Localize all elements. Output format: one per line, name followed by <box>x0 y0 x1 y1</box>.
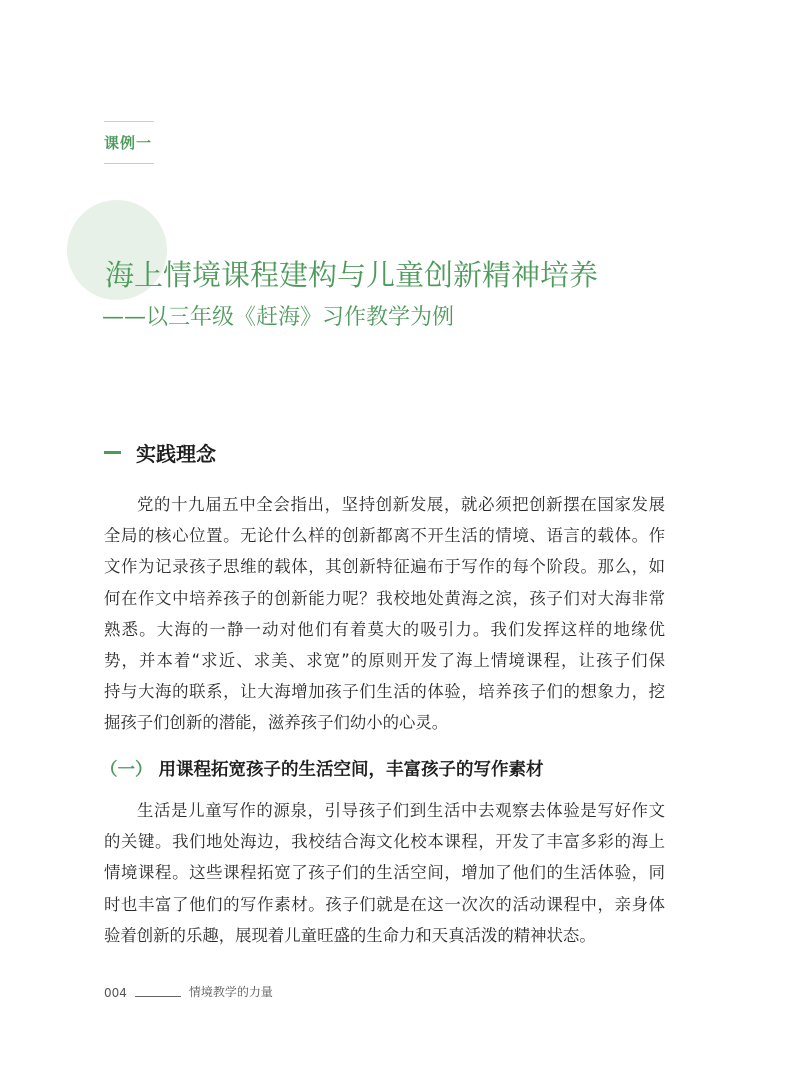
section-paragraph <box>104 489 665 739</box>
paragraph-line: 文作为记录孩子思维的载体，其创新特征遍布于写作的每个阶段。那么，如 <box>104 557 665 577</box>
paragraph-line: 势，并本着“求近、求美、求宽”的原则开发了海上情境课程，让孩子们保 <box>104 651 665 671</box>
section-heading-text: 实践理念 <box>136 441 216 466</box>
book-title: 情境教学的力量 <box>188 985 273 999</box>
paragraph-line: 持与大海的联系，让大海增加孩子们生活的体验，培养孩子们的想象力，挖 <box>104 682 665 702</box>
section-heading <box>104 439 216 465</box>
subsection-paragraph <box>104 795 665 951</box>
page-title: 海上情境课程建构与儿童创新精神培养 <box>105 258 599 292</box>
page-subtitle: ——以三年级《赶海》习作教学为例 <box>102 305 455 330</box>
paragraph-line: 的关键。我们地处海边，我校结合海文化校本课程，开发了丰富多彩的海上 <box>104 832 665 852</box>
paragraph-line: 时也丰富了他们的写作素材。孩子们就是在这一次次的活动课程中，亲身体 <box>104 894 665 914</box>
paragraph-line: 情境课程。这些课程拓宽了孩子们的生活空间，增加了他们的生活体验，同 <box>104 863 665 883</box>
page-footer <box>104 983 273 1000</box>
case-label: 课例一 <box>104 134 153 152</box>
top-rule <box>104 121 154 122</box>
paragraph-line: 何在作文中培养孩子的创新能力呢？我校地处黄海之滨，孩子们对大海非常 <box>104 588 665 608</box>
subsection-heading <box>100 756 544 781</box>
section-marker-dash <box>104 451 121 454</box>
paragraph-line: 验着创新的乐趣，展现着儿童旺盛的生命力和天真活泼的精神状态。 <box>104 925 596 945</box>
paragraph-line: 掘孩子们创新的潜能，滋养孩子们幼小的心灵。 <box>104 713 449 733</box>
bottom-rule <box>104 163 154 164</box>
paragraph-line: 生活是儿童写作的源泉，引导孩子们到生活中去观察去体验是写好作文 <box>137 801 665 820</box>
subsection-number: （一） <box>100 760 153 780</box>
paragraph-line: 熟悉。大海的一静一动对他们有着莫大的吸引力。我们发挥这样的地缘优 <box>104 619 665 639</box>
page-number: 004 <box>104 986 127 1000</box>
paragraph-line: 党的十九届五中全会指出，坚持创新发展，就必须把创新摆在国家发展 <box>137 495 665 514</box>
paragraph-line: 全局的核心位置。无论什么样的创新都离不开生活的情境、语言的载体。作 <box>104 526 665 546</box>
footer-divider <box>135 996 181 997</box>
subsection-heading-text: 用课程拓宽孩子的生活空间，丰富孩子的写作素材 <box>158 760 544 780</box>
